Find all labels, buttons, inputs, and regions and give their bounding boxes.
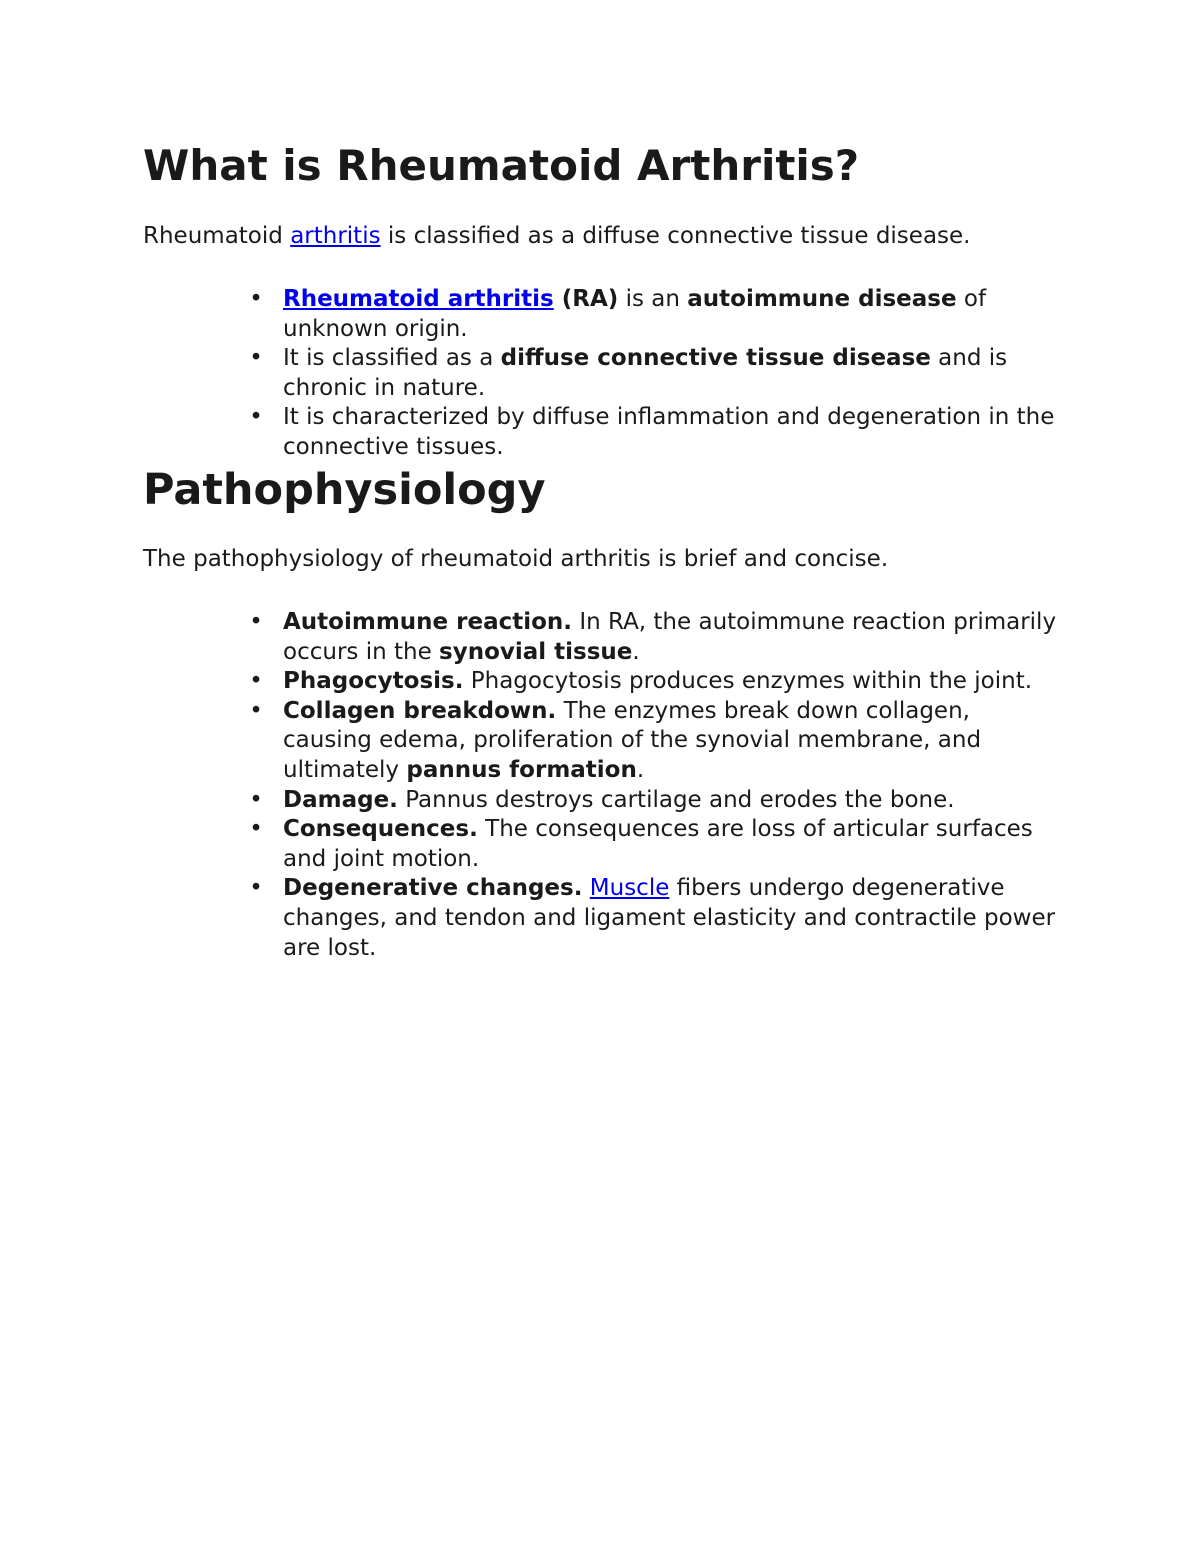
list-item (249, 608, 1063, 667)
list-item-text: of unknown origin. (283, 286, 987, 342)
list-item-text (582, 875, 589, 901)
bold-term: autoimmune disease (687, 286, 957, 312)
list-item-text: It is classified as a (283, 345, 501, 372)
list-item-text: . (632, 638, 640, 665)
list-item-text: Pannus destroys cartilage and erodes the bone. (397, 786, 955, 813)
bullet-icon: • (249, 816, 263, 843)
list-item-text: fibers undergo degenerative changes, and tendon and ligament elasticity and contractile power are lost. (283, 875, 1056, 961)
list-item-lead: Degenerative changes. (283, 875, 583, 902)
bullet-icon: • (249, 875, 263, 902)
list-item (249, 344, 1063, 403)
pathophysiology-list (249, 608, 1063, 963)
intro-text-before: Rheumatoid (143, 223, 291, 249)
bold-term: synovial tissue (439, 638, 633, 665)
list-item-text: Phagocytosis produces enzymes within the joint. (463, 668, 1033, 695)
list-item (249, 285, 1063, 344)
bullet-icon: • (249, 786, 263, 813)
bullet-icon: • (249, 668, 263, 695)
list-item-text: and is chronic in nature. (283, 345, 1008, 401)
list-item-lead: Phagocytosis. (283, 668, 464, 695)
list-item-text: is an (618, 286, 688, 312)
bold-term: diffuse connective tissue disease (500, 345, 931, 372)
section-heading-pathophysiology: Pathophysiology (143, 465, 546, 515)
bold-term: pannus formation (406, 756, 637, 783)
list-item (249, 697, 1063, 786)
bullet-icon: • (249, 286, 263, 312)
list-item (249, 874, 1063, 963)
list-item-lead: Autoimmune reaction. (283, 609, 573, 635)
list-item-text: The enzymes break down collagen, causing edema, proliferation of the synovial membrane, and ultimately (283, 697, 982, 783)
intro-paragraph (143, 221, 970, 251)
list-item-text: . (636, 756, 645, 783)
abbreviation: (RA) (553, 286, 619, 312)
pathophysiology-intro: The pathophysiology of rheumatoid arthritis is brief and concise. (143, 546, 889, 572)
arthritis-link[interactable]: arthritis (290, 223, 381, 249)
muscle-link[interactable]: Muscle (589, 875, 670, 902)
list-item (249, 786, 1063, 816)
page-title: What is Rheumatoid Arthritis? (143, 141, 860, 190)
list-item-lead: Collagen breakdown. (283, 697, 557, 724)
list-item (249, 403, 1063, 462)
bullet-icon: • (249, 345, 263, 372)
list-item (249, 667, 1063, 697)
bullet-icon: • (249, 609, 263, 635)
list-item-text: The consequences are loss of articular surfaces and joint motion. (283, 816, 1033, 872)
intro-text-after: is classified as a diffuse connective tissue disease. (380, 223, 971, 249)
list-item-text: In RA, the autoimmune reaction primarily occurs in the (283, 609, 1057, 665)
bullet-icon: • (249, 697, 263, 724)
list-item-lead: Consequences. (283, 816, 478, 843)
list-item-text: It is characterized by diffuse inflammation and degeneration in the connective tissues. (283, 404, 1055, 460)
list-item-lead: Damage. (283, 786, 398, 813)
definition-list (249, 285, 1063, 463)
list-item (249, 815, 1063, 874)
bullet-icon: • (249, 404, 263, 431)
rheumatoid-arthritis-link[interactable]: Rheumatoid arthritis (283, 286, 554, 312)
